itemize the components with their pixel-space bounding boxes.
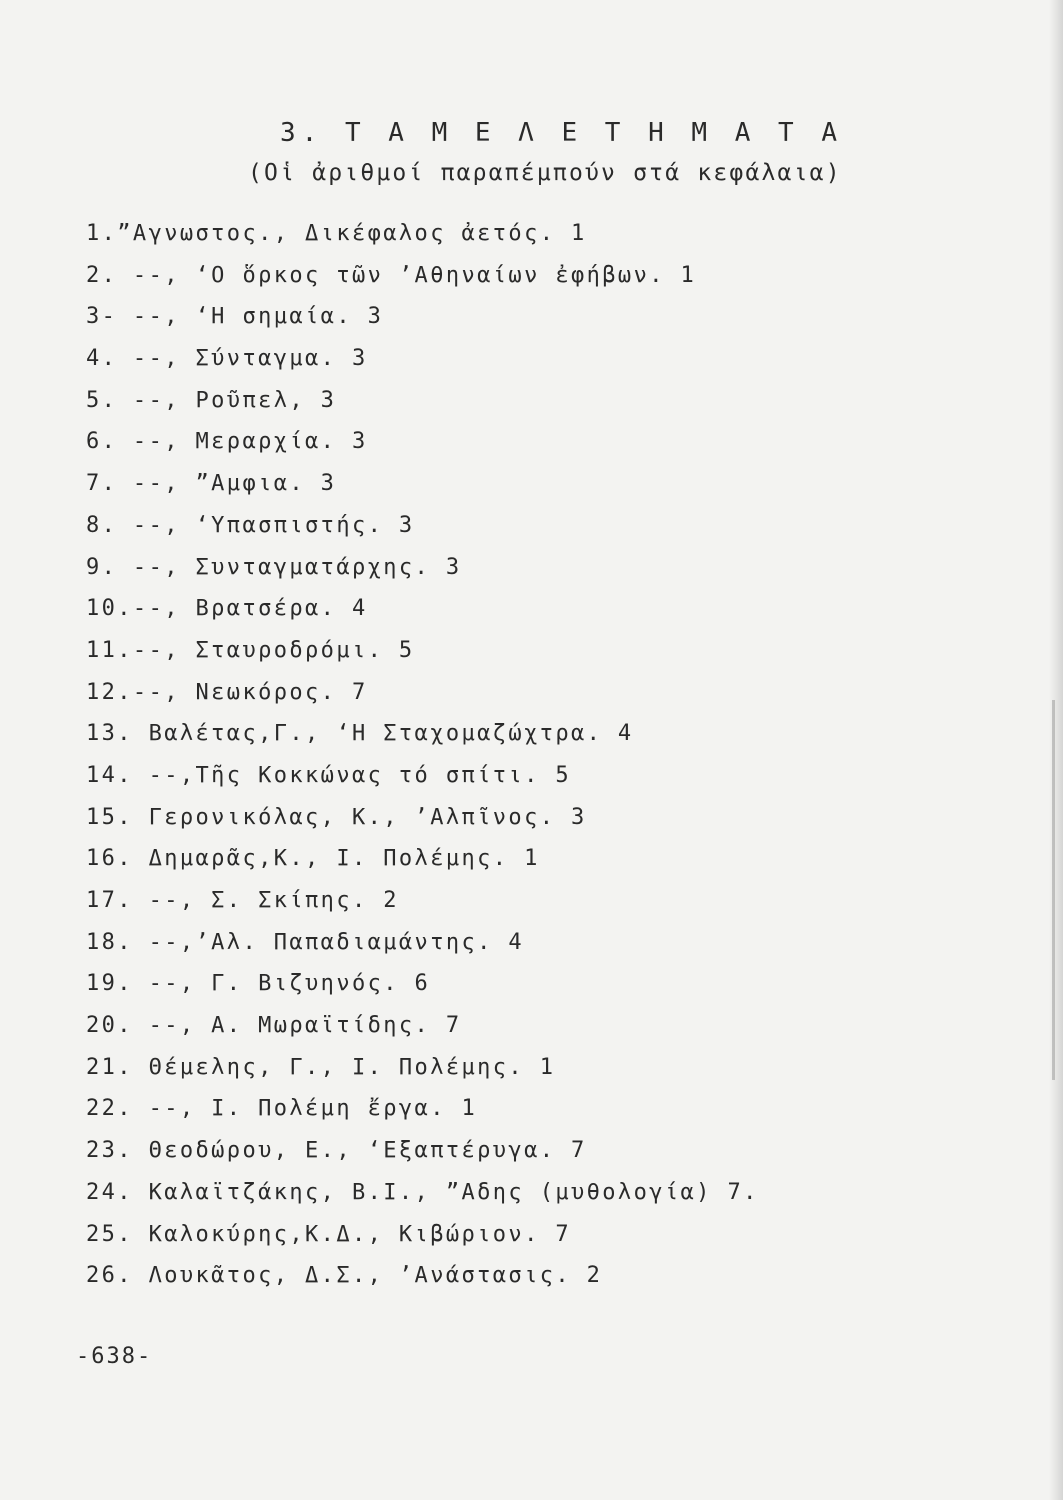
list-item: 1.”Αγνωστος., Δικέφαλος ἀετός. 1 — [86, 221, 587, 246]
list-item: 25. Καλοκύρης,Κ.Δ., Κιβώριον. 7 — [86, 1221, 571, 1247]
list-item: 6. --, Μεραρχία. 3 — [86, 429, 368, 455]
list-item: 9. --, Συνταγματάρχης. 3 — [86, 554, 462, 580]
list-item: 11.--, Σταυροδρόμι. 5 — [86, 637, 415, 663]
list-item: 4. --, Σύνταγμα. 3 — [86, 346, 368, 372]
list-item: 10.--, Βρατσέρα. 4 — [86, 596, 368, 622]
list-item: 22. --, Ι. Πολέμη ἔργα. 1 — [86, 1096, 478, 1122]
page-subtitle: (Οἱ ἀριθμοί παραπέμπούν στά κεφάλαια) — [248, 160, 842, 186]
list-item: 19. --, Γ. Βιζυηνός. 6 — [86, 971, 431, 997]
list-item: 15. Γερονικόλας, Κ., ʼΑλπῖνος. 3 — [86, 804, 587, 830]
list-item: 17. --, Σ. Σκίπης. 2 — [86, 888, 399, 913]
list-item: 2. --, ʻΟ ὅρκος τῶν ʼΑθηναίων ἐφήβων. 1 — [86, 262, 697, 288]
list-item: 24. Καλαϊτζάκης, Β.Ι., ”Αδης (μυθολογία) 7. — [86, 1179, 759, 1205]
list-item: 23. Θεοδώρου, Ε., ʻΕξαπτέρυγα. 7 — [86, 1138, 587, 1164]
list-item: 7. --, ”Αμφια. 3 — [86, 471, 337, 497]
list-item: 5. --, Ροῦπελ, 3 — [86, 387, 337, 413]
page-title: 3. Τ Α Μ Ε Λ Ε Τ Η Μ Α Τ Α — [280, 118, 843, 148]
list-item: 3- --, ʻΗ σημαία. 3 — [86, 304, 384, 330]
page-number: -638- — [76, 1344, 153, 1369]
entry-list — [86, 213, 1026, 1297]
list-item: 14. --,Τῆς Κοκκώνας τό σπίτι. 5 — [86, 762, 571, 788]
page-crease — [1052, 700, 1055, 1080]
list-item: 20. --, Α. Μωραϊτίδης. 7 — [86, 1013, 462, 1039]
list-item: 8. --, ʻΥπασπιστής. 3 — [86, 512, 415, 538]
list-item: 13. Βαλέτας,Γ., ʻΗ Σταχομαζώχτρα. 4 — [86, 721, 634, 747]
list-item: 21. Θέμελης, Γ., Ι. Πολέμης. 1 — [86, 1054, 556, 1080]
list-item: 18. --,ʼΑλ. Παπαδιαμάντης. 4 — [86, 929, 525, 955]
list-item: 26. Λουκᾶτος, Δ.Σ., ʼΑνάστασις. 2 — [86, 1263, 603, 1289]
list-item: 12.--, Νεωκόρος. 7 — [86, 679, 368, 705]
list-item: 16. Δημαρᾶς,Κ., Ι. Πολέμης. 1 — [86, 846, 540, 872]
